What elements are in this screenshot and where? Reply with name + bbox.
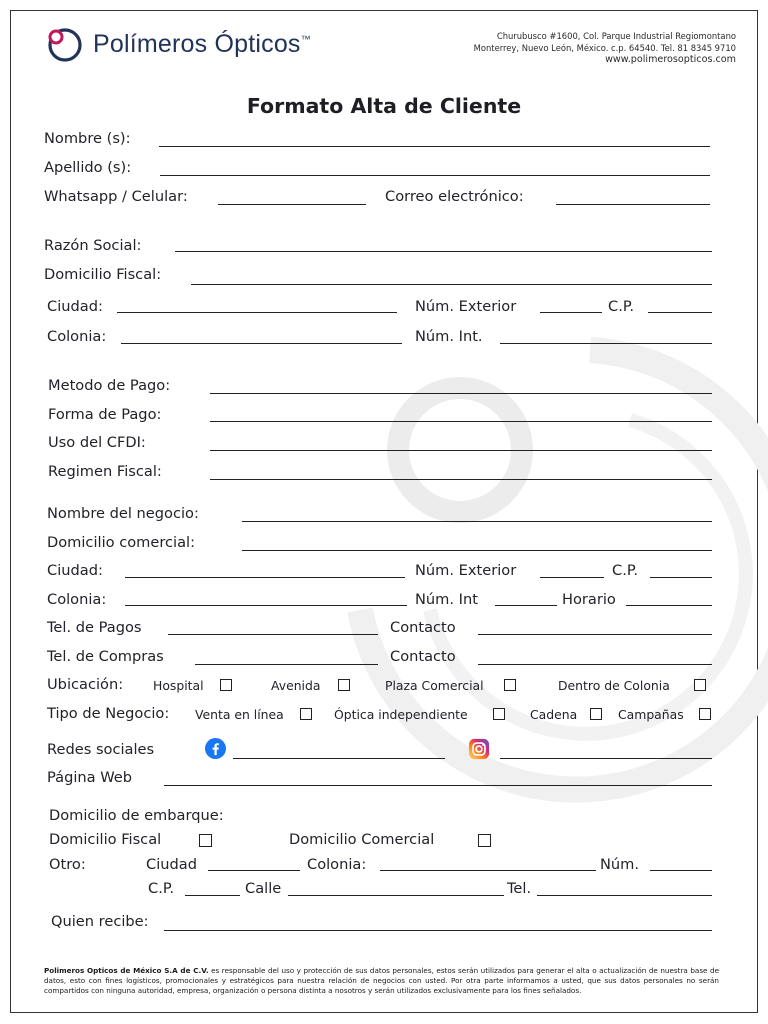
negocio-colonia-field[interactable] [125, 605, 407, 606]
domicilio-fiscal-label: Domicilio Fiscal: [44, 266, 162, 283]
pagina-web-label: Página Web [47, 769, 133, 786]
metodo-pago-label: Metodo de Pago: [48, 377, 171, 394]
tipo-cadena-label: Cadena [530, 707, 578, 722]
forma-pago-label: Forma de Pago: [48, 406, 162, 423]
correo-label: Correo electrónico: [385, 188, 524, 205]
otro-num-field[interactable] [650, 870, 712, 871]
tipo-campanas-label: Campañas [618, 707, 684, 722]
instagram-field[interactable] [500, 758, 712, 759]
embarque-comercial-label: Domicilio Comercial [289, 831, 435, 848]
otro-calle-label: Calle [245, 880, 282, 897]
ubicacion-avenida-checkbox[interactable] [338, 679, 350, 691]
whatsapp-field[interactable] [218, 204, 366, 205]
tipo-venta-linea-label: Venta en línea [195, 707, 284, 722]
otro-colonia-field[interactable] [380, 870, 596, 871]
uso-cfdi-field[interactable] [210, 450, 712, 451]
otro-colonia-label: Colonia: [307, 856, 367, 873]
contacto-compras-field[interactable] [478, 664, 712, 665]
negocio-ciudad-field[interactable] [125, 577, 405, 578]
razon-social-field[interactable] [175, 251, 712, 252]
ubicacion-plaza-label: Plaza Comercial [385, 678, 484, 693]
otro-ciudad-label: Ciudad [146, 856, 197, 873]
ubicacion-hospital-checkbox[interactable] [220, 679, 232, 691]
horario-label: Horario [562, 591, 616, 608]
negocio-ciudad-label: Ciudad: [47, 562, 103, 579]
brand-name: Polímeros Ópticos™ [93, 29, 311, 58]
redes-sociales-label: Redes sociales [47, 741, 155, 758]
otro-tel-field[interactable] [537, 895, 712, 896]
tipo-negocio-label: Tipo de Negocio: [47, 705, 170, 722]
nombre-negocio-field[interactable] [242, 521, 712, 522]
nombre-negocio-label: Nombre del negocio: [47, 505, 199, 522]
contacto-pagos-field[interactable] [478, 634, 712, 635]
otro-ciudad-field[interactable] [208, 870, 300, 871]
negocio-cp-label: C.P. [612, 562, 638, 579]
domicilio-comercial-field[interactable] [242, 550, 712, 551]
metodo-pago-field[interactable] [210, 393, 712, 394]
nombre-field[interactable] [159, 146, 710, 147]
company-logo [43, 24, 311, 64]
fiscal-cp-label: C.P. [608, 298, 634, 315]
address-line-2: Monterrey, Nuevo León, México. c.p. 64540. Tel. 81 8345 9710 [473, 42, 736, 53]
fiscal-ciudad-label: Ciudad: [47, 298, 103, 315]
negocio-num-exterior-field[interactable] [540, 577, 604, 578]
negocio-num-int-field[interactable] [495, 605, 557, 606]
otro-label: Otro: [49, 856, 86, 873]
forma-pago-field[interactable] [210, 421, 712, 422]
otro-tel-label: Tel. [507, 880, 532, 897]
contacto-compras-label: Contacto [390, 648, 456, 665]
tel-pagos-label: Tel. de Pagos [47, 619, 142, 636]
company-address [474, 31, 736, 66]
otro-num-label: Núm. [600, 856, 640, 873]
horario-field[interactable] [626, 605, 712, 606]
pagina-web-field[interactable] [164, 785, 712, 786]
embarque-fiscal-label: Domicilio Fiscal [49, 831, 162, 848]
domicilio-fiscal-field[interactable] [191, 284, 712, 285]
quien-recibe-field[interactable] [164, 930, 712, 931]
nombre-label: Nombre (s): [44, 130, 131, 147]
website-link[interactable]: www.polimerosopticos.com [605, 54, 736, 65]
quien-recibe-label: Quien recibe: [51, 913, 149, 930]
ubicacion-colonia-checkbox[interactable] [694, 679, 706, 691]
regimen-fiscal-label: Regimen Fiscal: [48, 463, 162, 480]
tipo-optica-label: Óptica independiente [334, 707, 468, 722]
tipo-cadena-checkbox[interactable] [590, 708, 602, 720]
negocio-num-exterior-label: Núm. Exterior [415, 562, 517, 579]
embarque-title: Domicilio de embarque: [49, 807, 224, 824]
uso-cfdi-label: Uso del CFDI: [48, 434, 146, 451]
tel-compras-field[interactable] [195, 664, 378, 665]
ubicacion-avenida-label: Avenida [271, 678, 321, 693]
fiscal-num-exterior-label: Núm. Exterior [415, 298, 517, 315]
negocio-cp-field[interactable] [650, 577, 712, 578]
facebook-icon [205, 738, 226, 759]
negocio-colonia-label: Colonia: [47, 591, 107, 608]
fiscal-num-int-field[interactable] [500, 343, 712, 344]
razon-social-label: Razón Social: [44, 237, 142, 254]
tipo-venta-linea-checkbox[interactable] [300, 708, 312, 720]
address-line-1: Churubusco #1600, Col. Parque Industrial Regiomontano [496, 31, 736, 41]
contacto-pagos-label: Contacto [390, 619, 456, 636]
tel-pagos-field[interactable] [168, 634, 378, 635]
fiscal-num-exterior-field[interactable] [540, 312, 602, 313]
fiscal-num-int-label: Núm. Int. [415, 328, 483, 345]
ubicacion-colonia-label: Dentro de Colonia [558, 678, 670, 693]
apellido-label: Apellido (s): [44, 159, 132, 176]
privacy-notice [44, 966, 719, 996]
fiscal-colonia-label: Colonia: [47, 328, 107, 345]
apellido-field[interactable] [160, 175, 710, 176]
embarque-fiscal-checkbox[interactable] [199, 834, 212, 847]
logo-mark-icon [43, 24, 85, 64]
embarque-comercial-checkbox[interactable] [478, 834, 491, 847]
regimen-fiscal-field[interactable] [210, 479, 712, 480]
privacy-text: es responsable del uso y protección de sus datos personales, estos serán utilizados para generar el alta o actualización de nuestra base de datos, esto con fines logísticos, promocionales y estratégicos para nuestra relación de negocios con usted. Por otra parte informamos a usted, que sus datos personales no serán compartidos con ninguna autoridad, empresa, organización o persona distinta a nosotros y serán utilizados exclusivamente para los fines señalados. [44, 966, 719, 995]
fiscal-cp-field[interactable] [648, 312, 712, 313]
whatsapp-label: Whatsapp / Celular: [44, 188, 188, 205]
facebook-field[interactable] [233, 758, 445, 759]
tipo-optica-checkbox[interactable] [493, 708, 505, 720]
otro-cp-label: C.P. [148, 880, 174, 897]
privacy-company: Polimeros Opticos de México S.A de C.V. [44, 966, 209, 975]
ubicacion-hospital-label: Hospital [153, 678, 204, 693]
otro-calle-field[interactable] [288, 895, 504, 896]
ubicacion-plaza-checkbox[interactable] [504, 679, 516, 691]
negocio-num-int-label: Núm. Int [415, 591, 478, 608]
ubicacion-label: Ubicación: [47, 676, 124, 693]
tipo-campanas-checkbox[interactable] [699, 708, 711, 720]
correo-field[interactable] [556, 204, 710, 205]
domicilio-comercial-label: Domicilio comercial: [47, 534, 196, 551]
instagram-icon [468, 738, 490, 760]
fiscal-colonia-field[interactable] [121, 343, 402, 344]
form-title: Formato Alta de Cliente [246, 94, 522, 118]
otro-cp-field[interactable] [185, 895, 240, 896]
tel-compras-label: Tel. de Compras [47, 648, 164, 665]
fiscal-ciudad-field[interactable] [117, 312, 397, 313]
